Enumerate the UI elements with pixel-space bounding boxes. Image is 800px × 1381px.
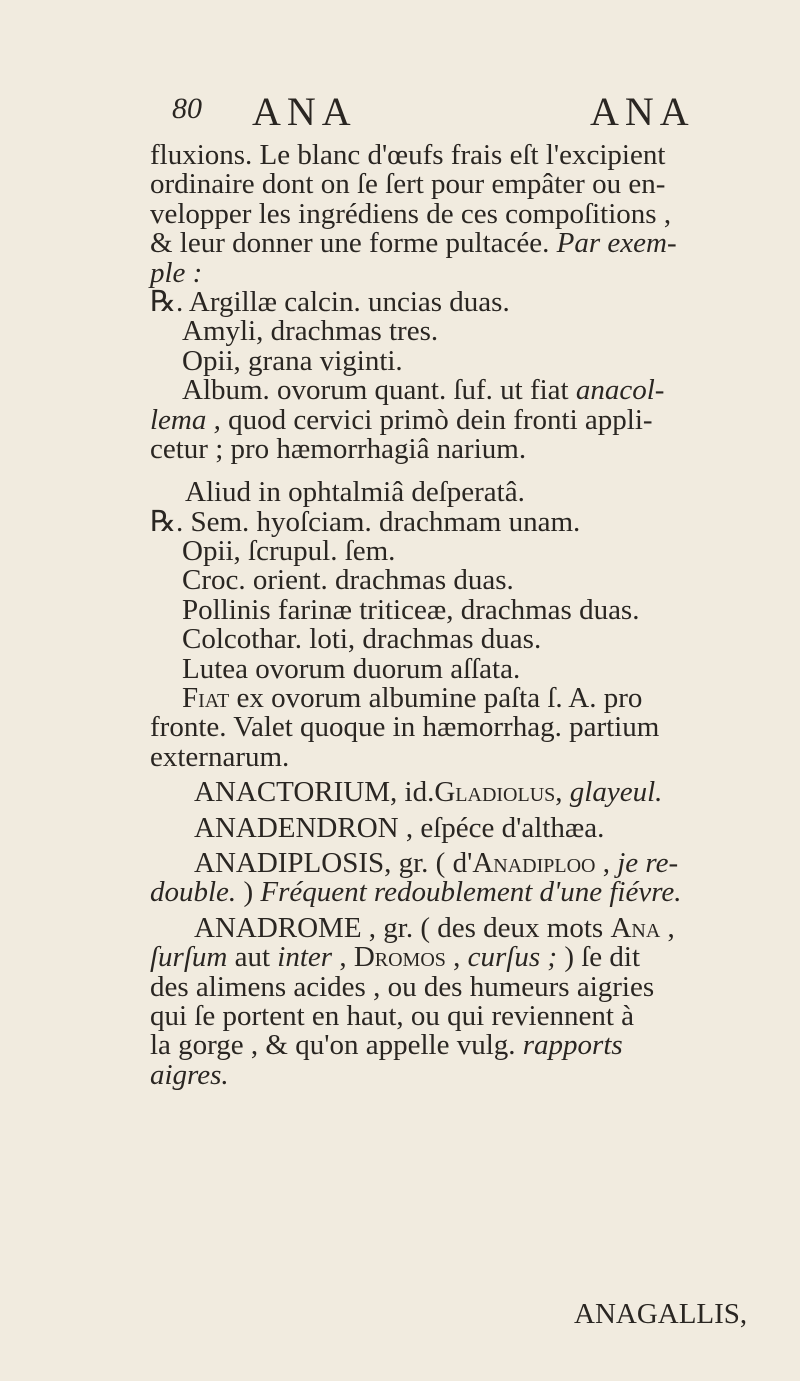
recipe-line: Croc. orient. drachmas duas. [182, 564, 514, 597]
text-line: des alimens acides , ou des humeurs aigries [150, 970, 655, 1003]
dictionary-entry-anactorium: ANACTORIUM, id.Gladiolus, glayeul. [194, 776, 663, 809]
recipe-line: Amyli, drachmas tres. [182, 315, 439, 348]
recipe-line: Colcothar. loti, drachmas duas. [182, 623, 542, 656]
page-number: 80 [172, 92, 202, 125]
text-line: velopper les ingrédiens de ces compoſitions , [150, 197, 672, 230]
recipe-line: Opii, ſcrupul. ſem. [182, 535, 396, 568]
page-body [150, 141, 790, 1090]
recipe-line: Pollinis farinæ triticeæ, drachmas duas. [182, 593, 640, 626]
text-line: fluxions. Le blanc d'œufs frais eſt l'excipient [150, 139, 666, 171]
recipe-line: ℞. Sem. hyoſciam. drachmam unam. [150, 505, 581, 538]
text-line: ple : [150, 256, 203, 289]
text-line: ſurſum aut inter , Dromos , curſus ; ) ſe dit [150, 941, 641, 974]
text-line: Fiat ex ovorum albumine paſta ſ. A. pro [182, 682, 643, 715]
recipe-line: Album. ovorum quant. ſuf. ut fiat anacol- [182, 374, 665, 407]
recipe-line: Opii, grana viginti. [182, 344, 403, 377]
dictionary-entry-anadiplosis: ANADIPLOSIS, gr. ( d'Anadiploo , je re- [194, 846, 679, 879]
header-title-right: ANA [590, 89, 695, 134]
text-line: lema , quod cervici primò dein fronti appli- [150, 403, 653, 436]
recipe-line: ℞. Argillæ calcin. uncias duas. [150, 285, 510, 318]
text-line: externarum. [150, 740, 290, 773]
text-line: & leur donner une forme pultacée. Par exem- [150, 227, 677, 260]
text-line: aigres. [150, 1058, 229, 1091]
text-line: ordinaire dont on ſe ſert pour empâter ou en- [150, 168, 666, 201]
dictionary-entry-anadrome: ANADROME , gr. ( des deux mots Ana , [194, 911, 675, 944]
text-line: fronte. Valet quoque in hæmorrhag. partium [150, 711, 660, 744]
header-title-left: ANA [252, 89, 357, 134]
text-line: double. ) Fréquent redoublement d'une fiévre. [150, 876, 682, 909]
catchword: ANAGALLIS, [574, 1298, 748, 1330]
text-line: cetur ; pro hæmorrhagiâ narium. [150, 432, 527, 465]
text-line: la gorge , & qu'on appelle vulg. rapports [150, 1029, 623, 1062]
recipe-line: Lutea ovorum duorum aſſata. [182, 652, 521, 685]
text-line: qui ſe portent en haut, ou qui reviennent à [150, 999, 634, 1032]
running-header [172, 88, 695, 138]
dictionary-entry-anadendron: ANADENDRON , eſpéce d'althæa. [194, 811, 605, 844]
text-line: Aliud in ophtalmiâ deſperatâ. [185, 476, 525, 509]
